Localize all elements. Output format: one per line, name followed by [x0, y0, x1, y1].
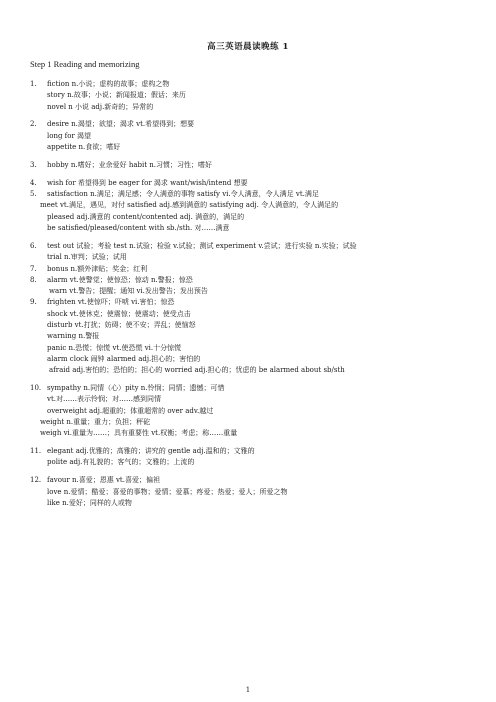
vocab-line [30, 160, 475, 171]
vocab-line [30, 498, 475, 509]
vocab-text: trial n.审判；试验；试用 [47, 253, 127, 262]
entry-number: 3. [30, 160, 37, 169]
vocab-text: story n.故事；小说；新闻报道；假话；来历 [47, 91, 186, 100]
vocab-text: fiction n.小说；虚构的故事；虚构之物 [47, 80, 170, 88]
entry-number: 2. [30, 120, 37, 129]
vocab-entry [30, 178, 475, 234]
vocab-line [30, 475, 475, 486]
vocab-text: hobby n.嗜好；业余爱好 habit n.习惯；习性；嗜好 [47, 160, 212, 169]
vocab-entry [30, 383, 475, 439]
vocab-line [30, 200, 475, 211]
vocab-line [30, 131, 475, 142]
vocab-entry [30, 79, 475, 113]
vocab-text: polite adj.有礼貌的；客气的；文雅的；上流的 [47, 458, 195, 467]
vocab-text: shock vt.使休克；使震惊；使震动；使受点击 [47, 309, 191, 318]
vocabulary-list [30, 79, 475, 516]
vocab-line [30, 417, 475, 428]
vocab-entry [30, 446, 475, 469]
entry-number: 11. [30, 447, 42, 456]
entry-number: 12. [30, 476, 42, 485]
vocab-text: alarm vt.使警觉；使惊恐；惊动 n.警报；惊恐 [47, 275, 193, 284]
vocab-line [30, 223, 475, 234]
vocab-line [30, 383, 475, 394]
vocab-text: bonus n.额外津贴；奖金；红利 [47, 264, 148, 273]
vocab-text: like n.爱好；同样的人或物 [47, 498, 132, 507]
vocab-text: long for 渴望 [47, 131, 92, 140]
entry-number: 4. [30, 178, 37, 187]
vocab-text: novel n 小说 adj.新奇的；异常的 [47, 102, 154, 111]
entry-number: 10. [30, 384, 42, 393]
vocab-entry [30, 241, 475, 377]
entry-number: 7. [30, 264, 37, 273]
entry-number: 5. [30, 190, 37, 199]
vocab-text: sympathy n.同情（心）pity n.怜悯；同情；遗憾；可惜 [47, 384, 225, 393]
vocab-text: frighten vt.使惊吓；吓唬 vi.害怕；惊恐 [47, 298, 175, 307]
vocab-line [30, 406, 475, 417]
vocab-line [30, 178, 475, 189]
vocab-text: pleased adj.满意的 content/contented adj. 满意的，满足的 [47, 212, 245, 221]
entry-number: 6. [30, 241, 37, 250]
vocab-line [30, 297, 475, 308]
vocab-text: love n.爱情；酷爱；喜爱的事物；爱情；爱慕；疼爱；热爱；爱人；所爱之物 [47, 487, 288, 496]
vocab-text: vt.对……表示怜悯；对……感到同情 [47, 395, 161, 404]
vocab-text: appetite n.食欲；嗜好 [47, 143, 121, 152]
entry-number: 9. [30, 298, 37, 307]
vocab-entry [30, 160, 475, 171]
vocab-line [30, 212, 475, 223]
vocab-text: test out 试验；考验 test n.试验；检验 v.试验；测试 experiment v.尝试；进行实验 n.实验；试验 [47, 241, 357, 250]
vocab-text: elegant adj.优雅的；高雅的；讲究的 gentle adj.温和的；文雅的 [47, 447, 255, 456]
vocab-text: disturb vt.打扰；妨碍；使不安；弄乱；使恼怒 [47, 321, 196, 330]
vocab-text: warning n.警报 [47, 332, 100, 341]
vocab-text: wish for 希望得到 be eager for 渴求 want/wish/intend 想要 [47, 178, 248, 187]
vocab-line [30, 241, 475, 252]
vocab-text: be satisfied/pleased/content with sb./sth. 对……满意 [47, 224, 230, 233]
vocab-line [30, 142, 475, 153]
vocab-line [30, 264, 475, 275]
page-title: 高三英语晨读晚练 1 [207, 42, 289, 52]
vocab-line [30, 331, 475, 342]
vocab-line [30, 102, 475, 113]
vocab-line [30, 79, 475, 90]
vocab-line [30, 320, 475, 331]
vocab-line [30, 446, 475, 457]
vocab-line [30, 354, 475, 365]
vocab-line [30, 90, 475, 101]
vocab-line [30, 252, 475, 263]
vocab-text: overweight adj.超重的；体重超常的 over adv.越过 [47, 406, 214, 415]
vocab-text: alarm clock 闹钟 alarmed adj.担心的；害怕的 [47, 354, 201, 363]
vocab-line [30, 487, 475, 498]
vocab-line [30, 428, 475, 439]
vocab-entry [30, 475, 475, 509]
vocab-line [30, 309, 475, 320]
vocab-entry [30, 119, 475, 153]
section-heading: Step 1 Reading and memorizing [30, 59, 140, 69]
vocab-line [30, 457, 475, 468]
vocab-line [30, 275, 475, 286]
vocab-text: desire n.渴望；欲望；渴求 vt.希望得到；想要 [47, 120, 195, 129]
vocab-line [30, 189, 475, 200]
vocab-line [30, 343, 475, 354]
vocab-text: weigh vi.重量为……；具有重要性 vt.权衡；考虑；称……重量 [40, 429, 238, 438]
vocab-text: favour n.喜爱；恩惠 vt.喜爱；偏袒 [47, 476, 160, 485]
vocab-text: panic n.恐慌；惊慌 vt.使恐慌 vi.十分惊慌 [47, 343, 182, 352]
vocab-line [30, 119, 475, 130]
vocab-text: afraid adj.害怕的；恐怕的；担心的 worried adj.担心的；忧虑的 be alarmed about sb/sth [49, 366, 345, 375]
vocab-line [30, 394, 475, 405]
vocab-text: satisfaction n.满足；满足感；令人满意的事物 satisfy vi.令人满意，令人满足 vt.满足 [47, 190, 319, 199]
vocab-text: warn vt.警告；提醒；通知 vi.发出警告；发出预告 [49, 287, 208, 296]
vocab-line [30, 286, 475, 297]
entry-number: 8. [30, 275, 37, 284]
vocab-text: weight n.重量；重力；负担；秤砣 [40, 417, 151, 426]
page-number: 1 [245, 686, 251, 694]
vocab-line [30, 365, 475, 376]
entry-number: 1. [30, 80, 37, 88]
vocab-text: meet vt.满足，遇见，对付 satisfied adj.感到满意的 satisfying adj. 令人满意的，令人满足的 [40, 201, 339, 210]
